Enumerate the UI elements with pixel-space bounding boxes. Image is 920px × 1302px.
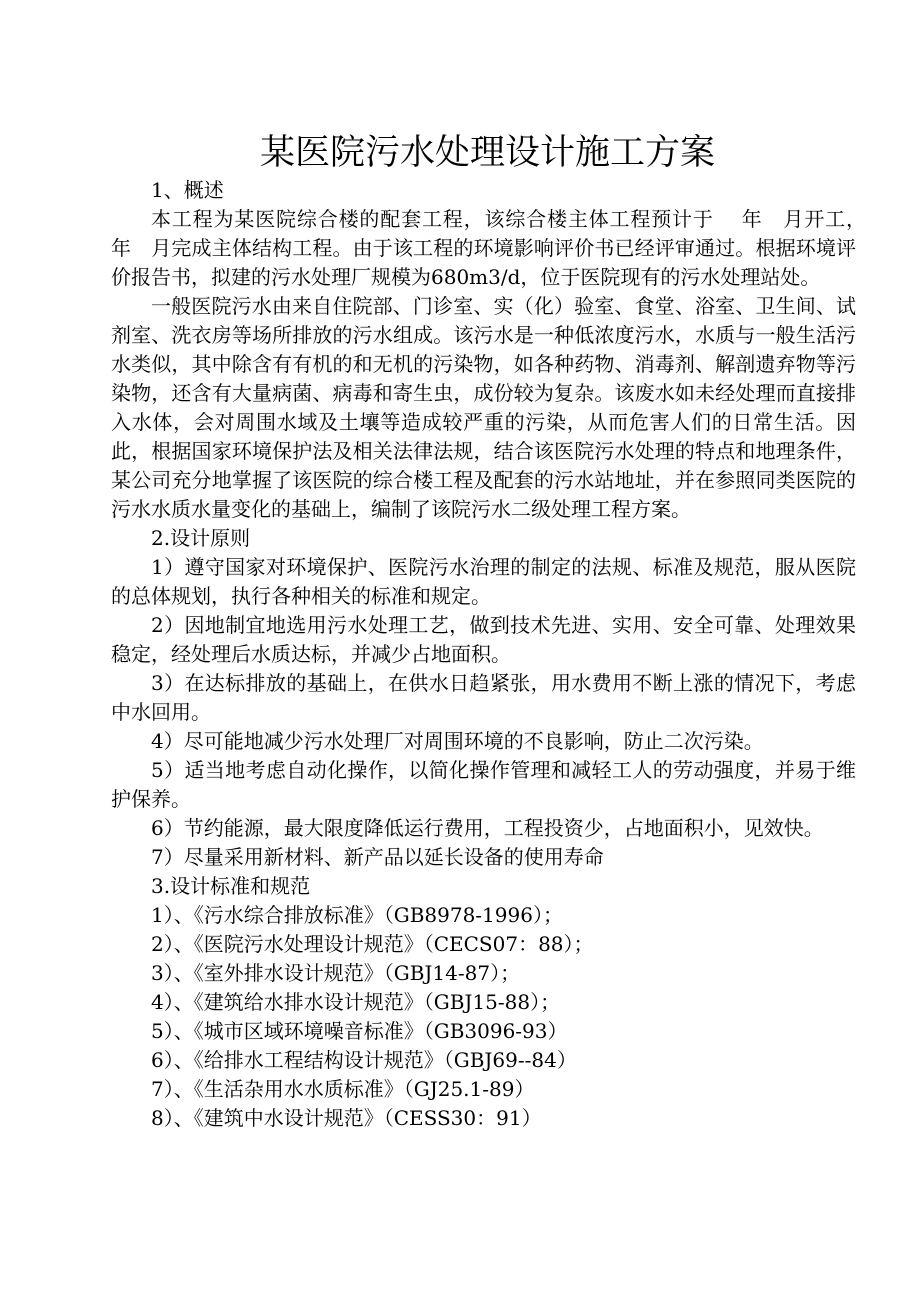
principle-item-3: 3）在达标排放的基础上，在供水日趋紧张，用水费用不断上涨的情况下，考虑中水回用。 bbox=[111, 671, 856, 724]
principle-item-5: 5）适当地考虑自动化操作，以简化操作管理和减轻工人的劳动强度，并易于维护保养。 bbox=[111, 758, 856, 811]
standard-item-4: 4）、《建筑给水排水设计规范》（GBJ15-88）； bbox=[151, 990, 561, 1014]
standards-heading: 3.设计标准和规范 bbox=[151, 874, 311, 898]
standard-item-1: 1）、《污水综合排放标准》（GB8978-1996）； bbox=[151, 903, 563, 927]
principle-item-4: 4）尽可能地减少污水处理厂对周围环境的不良影响，防止二次污染。 bbox=[151, 729, 764, 753]
document-page bbox=[111, 130, 903, 1133]
principle-item-7: 7）尽量采用新材料、新产品以延长设备的使用寿命 bbox=[151, 845, 604, 869]
standard-item-5: 5）、《城市区域环境噪音标准》（GB3096-93） bbox=[151, 1019, 568, 1043]
principle-item-6: 6）节约能源，最大限度降低运行费用，工程投资少，占地面积小，见效快。 bbox=[151, 816, 824, 840]
standard-item-3: 3）、《室外排水设计规范》（GBJ14-87）； bbox=[151, 961, 521, 985]
overview-paragraph-2: 一般医院污水由来自住院部、门诊室、实（化）验室、食堂、浴室、卫生间、试剂室、洗衣房等场所排放的污水组成。该污水是一种低浓度污水，水质与一般生活污水类似，其中除含有有机的和无机的污染物，如各种药物、消毒剂、解剖遗弃物等污染物，还含有大量病菌、病毒和寄生虫，成份较为复杂。该废水如未经处理而直接排入水体，会对周围水域及土壤等造成较严重的污染，从而危害人们的日常生活。因此，根据国家环境保护法及相关法律法规，结合该医院污水处理的特点和地理条件，某公司充分地掌握了该医院的综合楼工程及配套的污水站地址，并在参照同类医院的污水水质水量变化的基础上，编制了该院污水二级处理工程方案。 bbox=[111, 294, 856, 521]
principle-item-1: 1）遵守国家对环境保护、医院污水治理的制定的法规、标准及规范，服从医院的总体规划，执行各种相关的标准和规定。 bbox=[111, 555, 856, 608]
document-title: 某医院污水处理设计施工方案 bbox=[259, 133, 715, 173]
principle-item-2: 2）因地制宜地选用污水处理工艺，做到技术先进、实用、安全可靠、处理效果稳定，经处理后水质达标，并减少占地面积。 bbox=[111, 613, 856, 666]
standard-item-6: 6）、《给排水工程结构设计规范》（GBJ69--84） bbox=[151, 1048, 577, 1072]
standard-item-7: 7）、《生活杂用水水质标准》（GJ25.1-89） bbox=[151, 1077, 535, 1101]
standard-item-2: 2）、《医院污水处理设计规范》（CECS07：88）； bbox=[151, 932, 594, 956]
standard-item-8: 8）、《建筑中水设计规范》（CESS30：91） bbox=[151, 1106, 542, 1130]
principles-heading: 2.设计原则 bbox=[151, 526, 251, 550]
overview-heading: 1、概述 bbox=[151, 178, 224, 202]
overview-paragraph-1: 本工程为某医院综合楼的配套工程，该综合楼主体工程预计于 年 月开工， 年 月完成主体结构工程。由于该工程的环境影响评价书已经评审通过。根据环境评价报告书，拟建的污水处理厂规模为680m3/d，位于医院现有的污水处理站处。 bbox=[111, 207, 903, 289]
